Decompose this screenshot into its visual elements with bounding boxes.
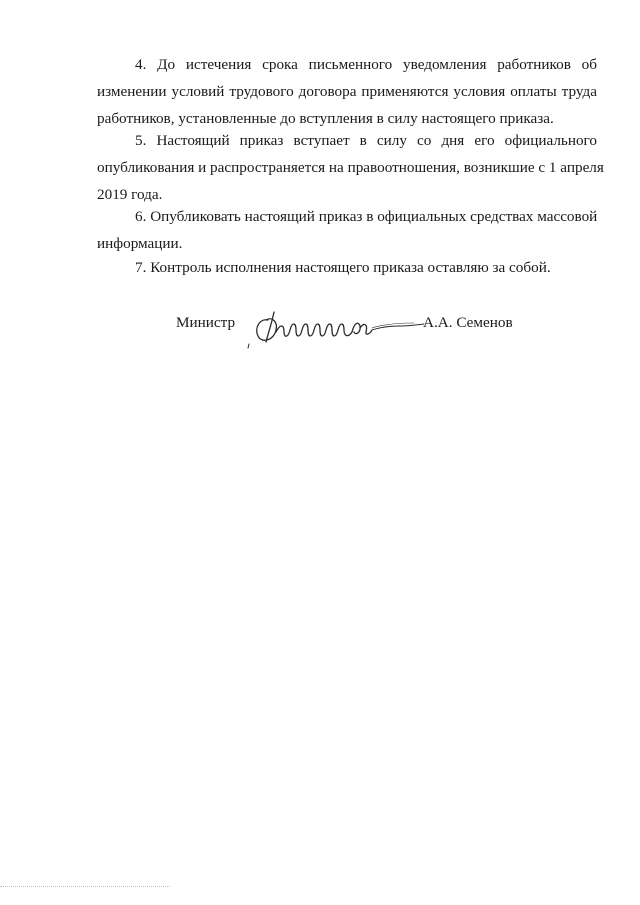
paragraph-line: 2019 года. [97,186,163,203]
paragraph-7 [97,254,597,281]
signatory-title: Министр [176,314,236,331]
paragraph-line: 4. До истечения срока письменного уведомления работников об [135,56,597,73]
signature-block [0,312,640,352]
handwritten-signature [238,298,428,354]
scan-edge-line [0,886,170,887]
paragraph-6 [97,203,597,257]
paragraph-line: опубликования и распространяется на правоотношения, возникшие с 1 апреля [97,159,604,176]
paragraph-5 [97,127,604,208]
signatory-name: А.А. Семенов [423,314,513,331]
paragraph-line: изменении условий трудового договора применяются условия оплаты труда [97,83,597,100]
paragraph-line: 5. Настоящий приказ вступает в силу со дня его официального [135,132,597,149]
paragraph-line: работников, установленные до вступления в силу настоящего приказа. [97,110,554,127]
paragraph-line: 6. Опубликовать настоящий приказ в официальных средствах массовой [135,208,598,225]
paragraph-line: информации. [97,235,183,252]
paragraph-4 [97,51,597,132]
paragraph-line: 7. Контроль исполнения настоящего приказа оставляю за собой. [135,259,551,276]
